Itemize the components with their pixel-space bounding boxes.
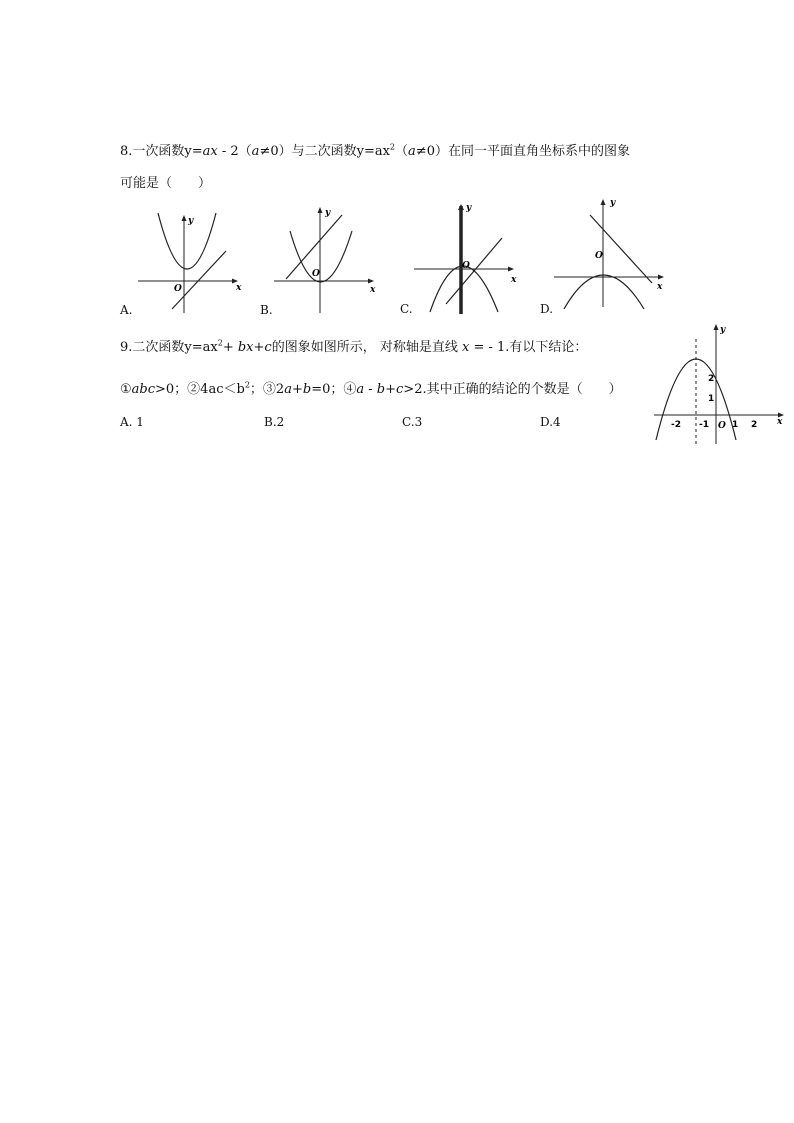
x-arrow bbox=[658, 275, 664, 280]
y-arrow bbox=[318, 207, 323, 213]
x-tick-neg2: -2 bbox=[671, 420, 681, 430]
y-axis-label: y bbox=[325, 208, 331, 218]
graph-a-label: A. bbox=[120, 303, 133, 317]
origin-label: O bbox=[595, 251, 603, 261]
x-arrow bbox=[508, 267, 514, 272]
q9-option-a[interactable]: A. 1 bbox=[120, 415, 144, 429]
origin-label: O bbox=[462, 261, 470, 271]
y-arrow bbox=[714, 324, 719, 330]
line bbox=[590, 215, 652, 283]
parabola bbox=[430, 266, 498, 312]
x-tick-neg1: -1 bbox=[699, 420, 709, 430]
q9-option-c[interactable]: C.3 bbox=[402, 415, 423, 429]
x-arrow bbox=[368, 279, 374, 284]
y-arrow bbox=[601, 199, 606, 205]
graph-b-label: B. bbox=[260, 303, 273, 317]
y-axis-label: y bbox=[720, 325, 726, 335]
x-tick-1: 1 bbox=[732, 420, 739, 430]
x-axis-label: x bbox=[370, 285, 376, 295]
y-axis-label: y bbox=[466, 203, 472, 213]
graph-d-label: D. bbox=[540, 302, 554, 316]
q9-stem-line1: 9.二次函数$y=ax^2+ bx+c$的图象如图所示， 对称轴是直线 x = - 1.有以下结论： bbox=[120, 338, 588, 355]
x-axis-label: x bbox=[236, 283, 242, 293]
y-tick-1: 1 bbox=[708, 394, 715, 404]
q8-graph-a bbox=[120, 205, 250, 320]
x-axis-label: x bbox=[777, 417, 783, 427]
y-axis-label: y bbox=[188, 216, 194, 226]
origin-label: O bbox=[174, 284, 182, 294]
origin-label: O bbox=[312, 269, 320, 279]
y-axis-label: y bbox=[610, 198, 616, 208]
parabola bbox=[158, 213, 216, 269]
q9-option-b[interactable]: B.2 bbox=[264, 415, 285, 429]
y-arrow bbox=[458, 204, 464, 210]
q8-graph-c bbox=[400, 200, 530, 320]
q8-stem-line1: 8.一次函数y=ax - 2（a≠0）与二次函数$y=ax^2(a\ne 0)$在同一平面直角坐标系中的图象 bbox=[120, 142, 630, 159]
q8-graph-d bbox=[540, 195, 670, 320]
x-tick-2: 2 bbox=[751, 420, 758, 430]
q8-graph-b bbox=[260, 205, 390, 320]
y-tick-2: 2 bbox=[708, 374, 715, 384]
q9-stem-line2: ①abc>0；$②4ac<b^2$；③2a+b=0；④a - b+c>2.其中正确的结论的个数是（ ） bbox=[120, 380, 622, 397]
origin-label: O bbox=[718, 421, 726, 431]
parabola bbox=[564, 275, 644, 309]
x-axis-label: x bbox=[657, 282, 663, 292]
y-arrow bbox=[182, 215, 187, 221]
q9-option-d[interactable]: D.4 bbox=[540, 415, 561, 429]
q9-graph bbox=[650, 320, 790, 445]
q8-stem-line2: 可能是（ ） bbox=[120, 176, 212, 191]
graph-c-label: C. bbox=[400, 302, 413, 316]
line bbox=[446, 238, 502, 304]
x-axis-label: x bbox=[511, 275, 517, 285]
